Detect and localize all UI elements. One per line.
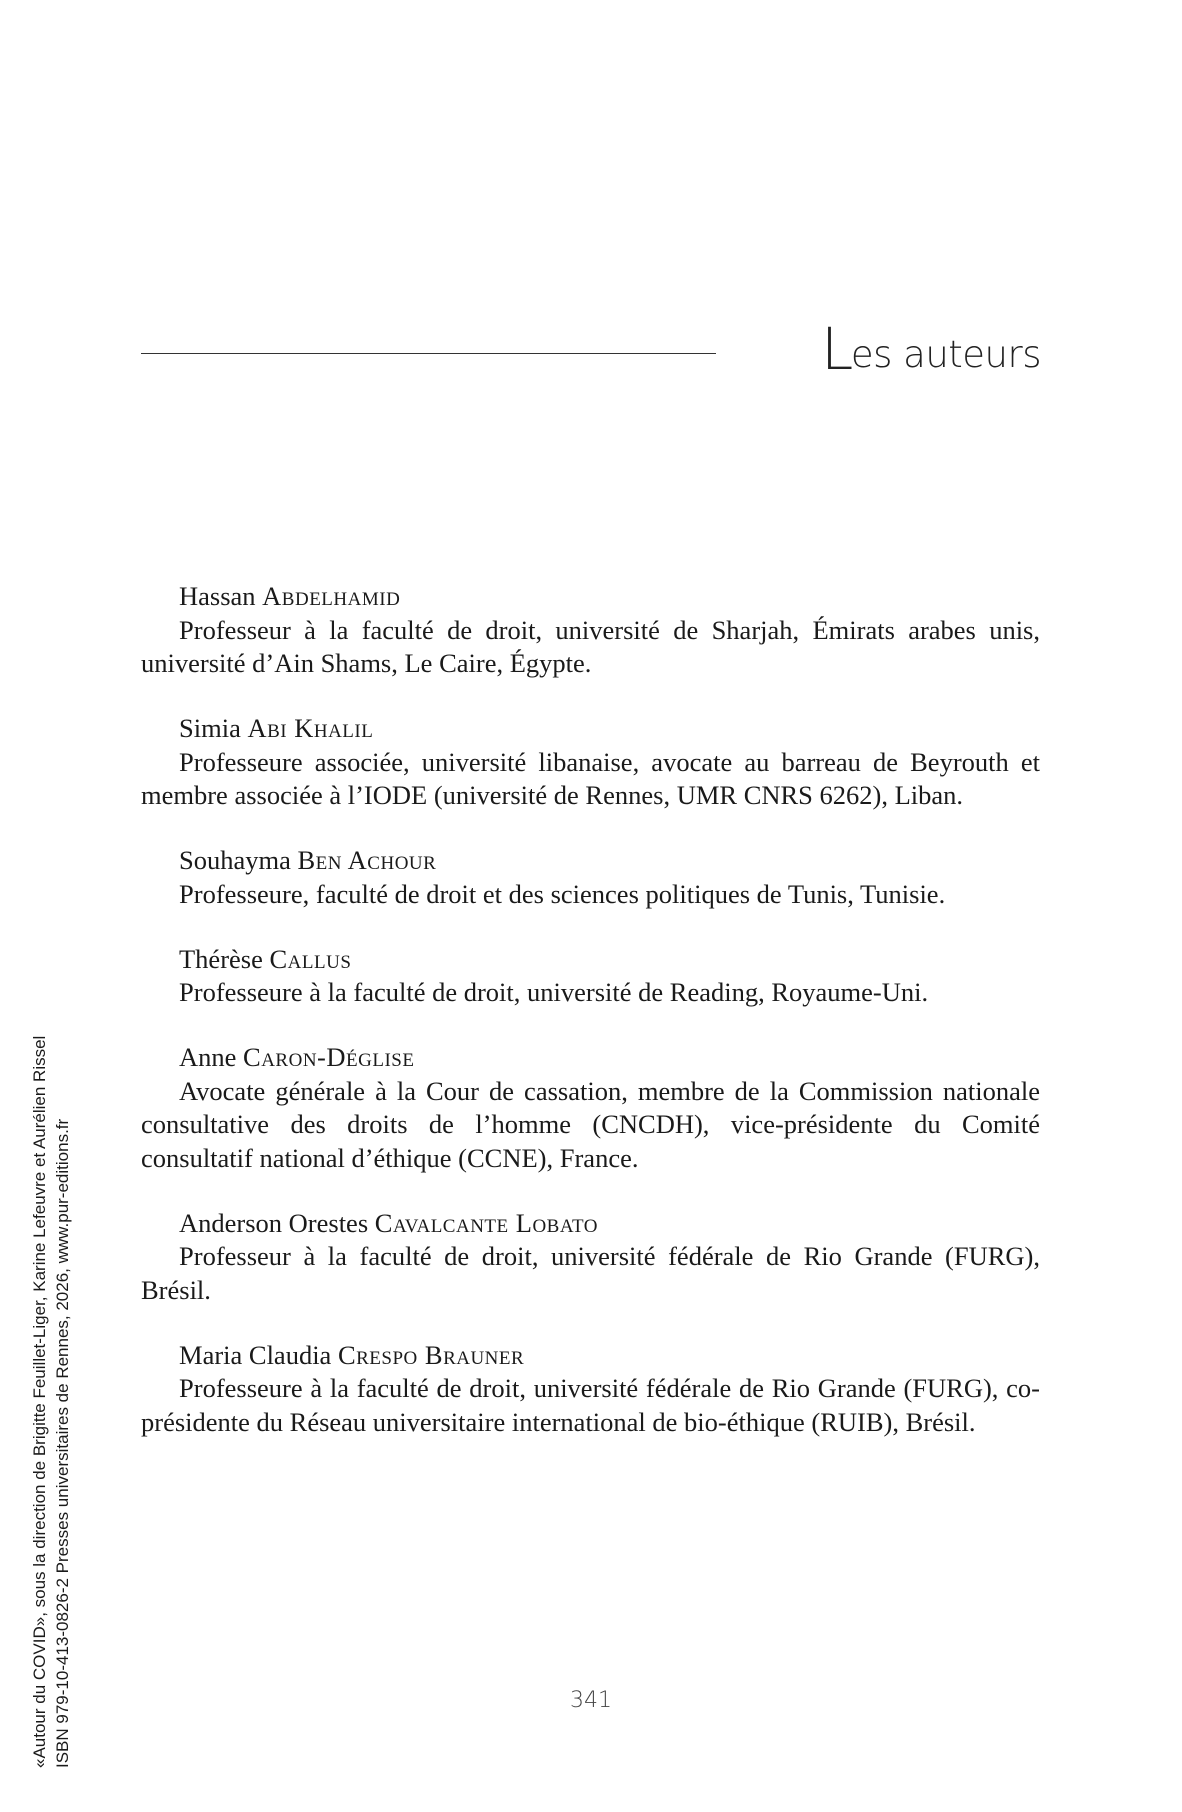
author-name (141, 943, 1040, 977)
chapter-title (821, 315, 1041, 383)
author-first-name: Simia (179, 713, 241, 743)
author-entry (141, 1207, 1040, 1308)
author-name (141, 844, 1040, 878)
author-surname: Ben Achour (297, 845, 437, 875)
author-bio: Avocate générale à la Cour de cassation, membre de la Commission nationale consultative des droits de l’homme (CNCDH), vice-présidente du Comité consultatif national d’éthique (CCNE), France. (141, 1075, 1040, 1173)
chapter-title-initial: L (821, 315, 853, 383)
author-name (141, 712, 1040, 746)
author-name (141, 1041, 1040, 1075)
author-bio: Professeure, faculté de droit et des sciences politiques de Tunis, Tunisie. (179, 878, 946, 909)
author-bio: Professeure à la faculté de droit, université fédérale de Rio Grande (FURG), co-présidente du Réseau universitaire international de bio-éthique (RUIB), Brésil. (141, 1373, 1040, 1437)
author-bio: Professeur à la faculté de droit, université de Sharjah, Émirats arabes unis, université d’Ain Shams, Le Caire, Égypte. (141, 614, 1040, 678)
author-first-name: Souhayma (179, 845, 291, 875)
title-rule (141, 353, 716, 354)
author-first-name: Anderson Orestes (179, 1207, 369, 1238)
author-list (141, 580, 1040, 1471)
author-name (141, 580, 1040, 614)
author-entry (141, 580, 1040, 681)
author-first-name: Maria Claudia (179, 1339, 332, 1370)
author-surname: Cavalcante Lobato (374, 1207, 598, 1238)
page-number: 341 (570, 1688, 612, 1713)
author-entry (141, 1339, 1040, 1440)
author-name (141, 1339, 1040, 1373)
author-bio: Professeure associée, université libanaise, avocate au barreau de Beyrouth et membre associée à l’IODE (université de Rennes, UMR CNRS 6262), Liban. (141, 746, 1040, 810)
author-first-name: Hassan (179, 581, 256, 611)
author-surname: Abdelhamid (262, 581, 401, 611)
author-surname: Abi Khalil (247, 713, 374, 743)
author-first-name: Anne (179, 1042, 237, 1072)
author-bio: Professeure à la faculté de droit, université de Reading, Royaume-Uni. (179, 977, 929, 1007)
author-entry (141, 844, 1040, 911)
author-surname: Crespo Brauner (337, 1339, 525, 1370)
author-entry (141, 1041, 1040, 1175)
chapter-title-rest: es auteurs (850, 333, 1041, 376)
side-note-line: «Autour du COVID», sous la direction de Brigitte Feuillet-Liger, Karine Lefeuvre et Aurélien Rissel (30, 1035, 49, 1768)
author-bio: Professeur à la faculté de droit, université fédérale de Rio Grande (FURG), Brésil. (141, 1241, 1040, 1305)
copyright-side-note (28, 1036, 74, 1768)
author-entry (141, 712, 1040, 813)
author-surname: Caron-Déglise (243, 1042, 415, 1072)
author-name (141, 1207, 1040, 1241)
side-note-line: ISBN 979-10-413-0826-2 Presses universitaires de Rennes, 2026, www.pur-editions.fr (53, 1118, 72, 1768)
author-surname: Callus (269, 943, 352, 974)
author-entry (141, 943, 1040, 1010)
author-first-name: Thérèse (179, 943, 263, 974)
